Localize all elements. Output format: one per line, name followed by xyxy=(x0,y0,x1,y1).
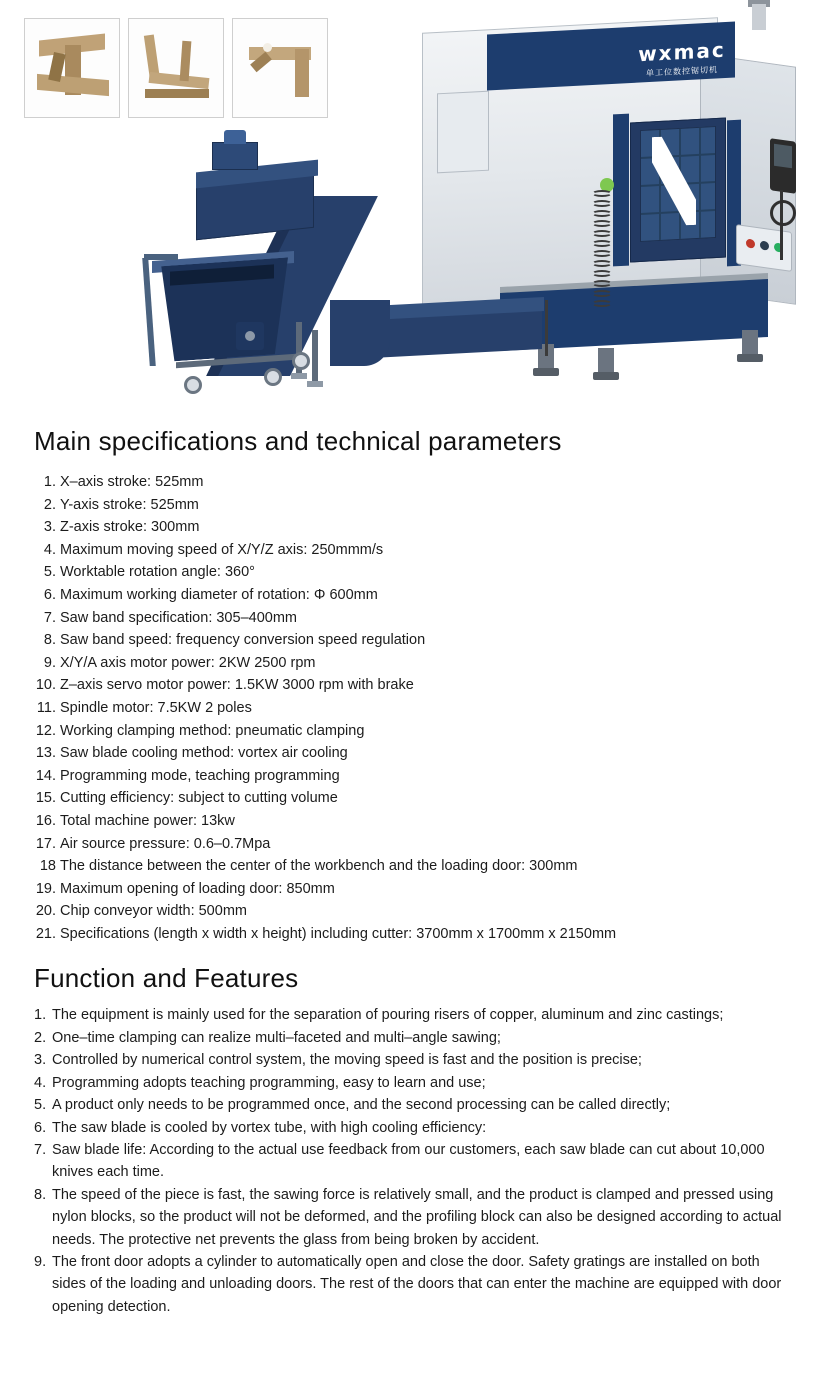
mode-switch-icon xyxy=(760,240,769,250)
chip-cart-hub xyxy=(236,322,264,350)
brand-text: wxmac xyxy=(638,37,726,67)
conveyor-leg xyxy=(312,330,318,382)
chip-conveyor-motor-cap xyxy=(224,130,246,144)
list-item xyxy=(34,742,797,765)
list-number: 21. xyxy=(35,925,56,942)
list-number: 13. xyxy=(35,745,56,762)
machine-foot xyxy=(598,348,614,374)
list-item xyxy=(34,674,797,697)
emergency-stop-icon xyxy=(746,238,755,248)
list-text: Saw blade cooling method: vortex air cooling xyxy=(60,745,348,762)
machine-control-panel xyxy=(736,224,792,272)
casting-sample-2 xyxy=(128,18,224,118)
list-text: Maximum moving speed of X/Y/Z axis: 250mmm/s xyxy=(60,541,384,558)
cable-coil-ring xyxy=(770,200,796,226)
list-text: Total machine power: 13kw xyxy=(60,812,235,829)
list-number: 8. xyxy=(43,632,56,649)
list-item xyxy=(34,1184,797,1251)
list-number: 14. xyxy=(35,767,56,784)
chip-cart-handle xyxy=(142,258,156,366)
list-text: The front door adopts a cylinder to automatically open and close the door. Safety gratings are installed on both sides of the loading and unloading doors. The rest of the doors that can enter the machine are equipped with door opening detection. xyxy=(52,1253,782,1315)
list-item xyxy=(34,855,797,878)
list-number: 2. xyxy=(43,496,56,513)
list-number: 4. xyxy=(43,541,56,558)
page-title-features: Function and Features xyxy=(34,963,299,994)
list-number: 12. xyxy=(35,722,56,739)
list-text: Y-axis stroke: 525mm xyxy=(60,496,199,513)
list-number: 18 xyxy=(39,858,56,875)
machine-foot xyxy=(742,330,758,356)
list-text: Working clamping method: pneumatic clamping xyxy=(60,722,365,739)
document-body xyxy=(0,408,825,1318)
list-item xyxy=(34,1117,797,1139)
list-text: Maximum opening of loading door: 850mm xyxy=(60,880,335,897)
list-item xyxy=(34,1139,797,1184)
list-number: 3. xyxy=(34,1052,47,1069)
list-item xyxy=(34,607,797,630)
list-item xyxy=(34,494,797,517)
list-item xyxy=(34,697,797,720)
list-text: X–axis stroke: 525mm xyxy=(60,474,204,490)
list-item xyxy=(34,900,797,923)
list-item xyxy=(34,923,797,946)
features-list xyxy=(34,1004,797,1318)
list-text: Cutting efficiency: subject to cutting volume xyxy=(60,790,338,807)
list-text: The distance between the center of the workbench and the loading door: 300mm xyxy=(60,858,578,875)
list-number: 1. xyxy=(34,1007,47,1024)
list-item xyxy=(34,561,797,584)
list-text: Programming mode, teaching programming xyxy=(60,767,340,784)
list-text: Specifications (length x width x height) including cutter: 3700mm x 1700mm x 2150mm xyxy=(60,925,617,942)
list-item xyxy=(34,584,797,607)
list-number: 7. xyxy=(34,1141,47,1158)
list-text: Saw band specification: 305–400mm xyxy=(60,609,297,626)
list-item xyxy=(34,539,797,562)
list-text: Worktable rotation angle: 360° xyxy=(60,564,255,581)
list-number: 5. xyxy=(43,564,56,581)
list-item xyxy=(34,652,797,675)
list-text: The equipment is mainly used for the separation of pouring risers of copper, aluminum and zinc castings; xyxy=(52,1007,724,1024)
list-number: 16. xyxy=(35,812,56,829)
list-number: 1. xyxy=(43,474,56,490)
list-number: 9. xyxy=(43,654,56,671)
list-text: Spindle motor: 7.5KW 2 poles xyxy=(60,699,252,716)
list-item xyxy=(34,516,797,539)
list-item xyxy=(34,1027,797,1049)
list-item xyxy=(34,1094,797,1116)
cart-caster-wheel xyxy=(264,368,282,386)
list-number: 3. xyxy=(43,519,56,536)
cart-caster-wheel xyxy=(184,376,202,394)
list-item xyxy=(34,1049,797,1071)
list-text: The speed of the piece is fast, the sawing force is relatively small, and the product is clamped and pressed using nylon blocks, so the product will not be deformed, and the profiling block can also be designed according to actual needs. The protective net prevents the glass from being broken by accident. xyxy=(52,1186,782,1248)
list-item xyxy=(34,878,797,901)
list-text: Controlled by numerical control system, the moving speed is fast and the position is precise; xyxy=(52,1052,642,1069)
list-item xyxy=(34,833,797,856)
machine-signal-tower xyxy=(752,4,766,30)
list-text: A product only needs to be programmed once, and the second processing can be called directly; xyxy=(52,1097,671,1114)
specifications-list xyxy=(34,471,797,945)
list-text: Saw blade life: According to the actual use feedback from our customers, each saw blade can cut about 10,000 knives each time. xyxy=(52,1141,765,1181)
casting-sample-1 xyxy=(24,18,120,118)
list-item xyxy=(34,471,797,494)
list-text: Z–axis servo motor power: 1.5KW 3000 rpm with brake xyxy=(60,677,414,694)
list-number: 15. xyxy=(35,790,56,807)
list-text: The saw blade is cooled by vortex tube, with high cooling efficiency: xyxy=(52,1119,487,1136)
list-text: Chip conveyor width: 500mm xyxy=(60,903,247,920)
list-item xyxy=(34,1251,797,1318)
list-number: 2. xyxy=(34,1029,47,1046)
list-number: 19. xyxy=(35,880,56,897)
brand-subtext: 单工位数控锯切机 xyxy=(646,65,718,78)
hose-tail xyxy=(545,300,548,356)
chip-conveyor-motor xyxy=(212,142,258,170)
list-item xyxy=(34,629,797,652)
list-item xyxy=(34,810,797,833)
casting-sample-3 xyxy=(232,18,328,118)
chip-conveyor-elbow xyxy=(330,300,390,366)
list-number: 10. xyxy=(35,677,56,694)
machine-hmi-pendant xyxy=(770,138,796,194)
list-number: 8. xyxy=(34,1186,47,1203)
list-item xyxy=(34,720,797,743)
machine-side-hatch xyxy=(437,91,489,174)
list-text: Z-axis stroke: 300mm xyxy=(60,519,200,536)
list-number: 6. xyxy=(34,1119,47,1136)
list-text: Maximum working diameter of rotation: Φ 600mm xyxy=(60,586,378,603)
list-number: 17. xyxy=(35,835,56,852)
machine-door-pillar-left xyxy=(613,114,629,267)
list-number: 4. xyxy=(34,1074,47,1091)
list-number: 11. xyxy=(36,699,56,716)
list-item xyxy=(34,1072,797,1094)
list-item xyxy=(34,787,797,810)
chip-cart-handle-top xyxy=(144,254,178,260)
list-number: 5. xyxy=(34,1097,47,1114)
list-number: 7. xyxy=(43,609,56,626)
list-number: 20. xyxy=(35,903,56,920)
list-number: 6. xyxy=(43,586,56,603)
list-item xyxy=(34,1004,797,1026)
list-item xyxy=(34,765,797,788)
sample-parts-thumbnail-strip xyxy=(24,18,328,118)
page-title-specifications: Main specifications and technical parameters xyxy=(34,426,562,456)
list-number: 9. xyxy=(34,1253,47,1270)
list-text: Saw band speed: frequency conversion speed regulation xyxy=(60,632,426,649)
list-text: X/Y/A axis motor power: 2KW 2500 rpm xyxy=(60,654,316,671)
list-text: Air source pressure: 0.6–0.7Mpa xyxy=(60,835,271,852)
machine-brand-logo xyxy=(612,36,752,80)
cart-caster-wheel xyxy=(292,352,310,370)
list-text: One–time clamping can realize multi–faceted and multi–angle sawing; xyxy=(52,1029,501,1046)
list-text: Programming adopts teaching programming, easy to learn and use; xyxy=(52,1074,486,1091)
product-photo xyxy=(0,0,825,408)
coiled-air-hose xyxy=(592,190,614,310)
